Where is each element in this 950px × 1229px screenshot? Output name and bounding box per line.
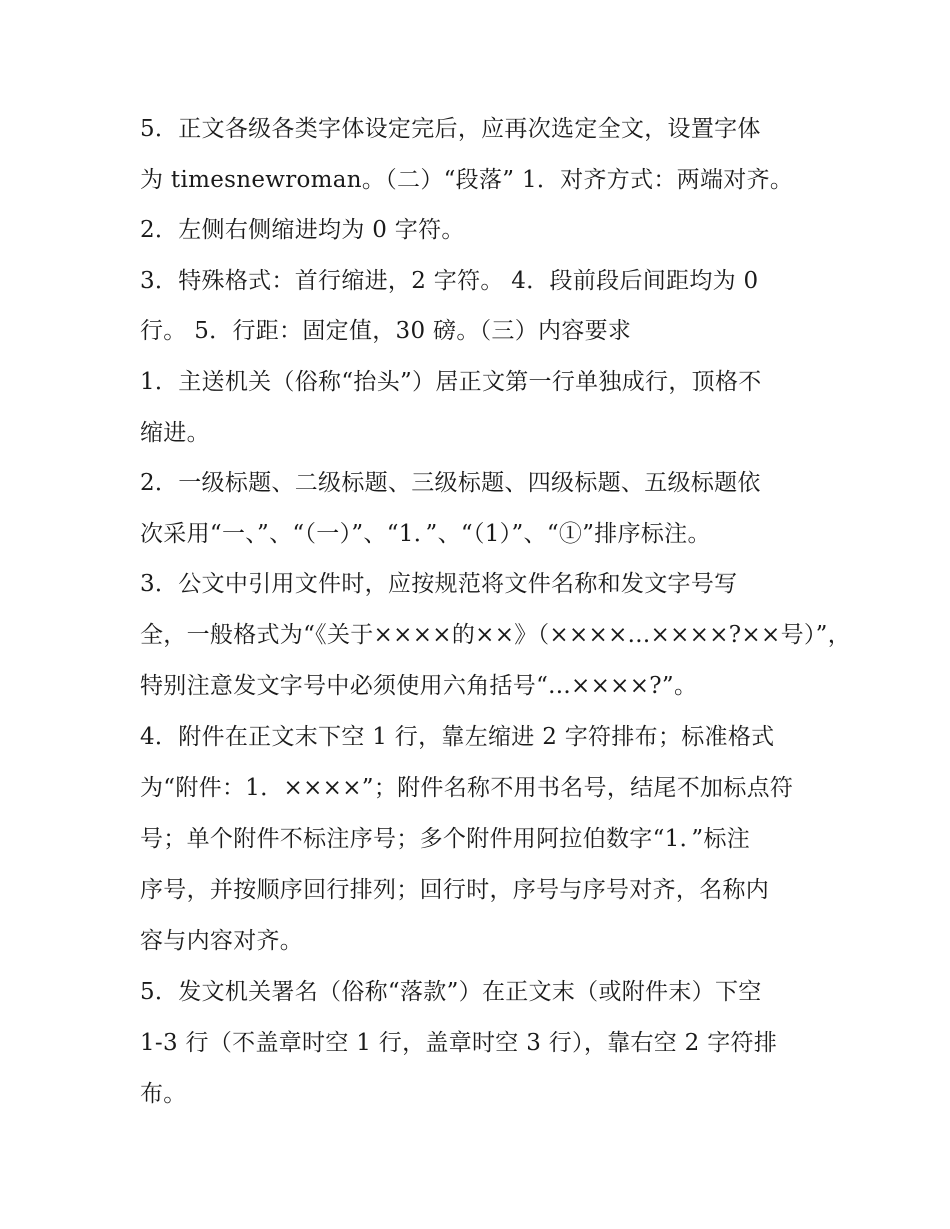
text-line: 3．公文中引用文件时，应按规范将文件名称和发文字号写 xyxy=(140,571,738,597)
text-line: 号；单个附件不标注序号；多个附件用阿拉伯数字“1．”标注 xyxy=(140,826,751,852)
text-line: 2．一级标题、二级标题、三级标题、四级标题、五级标题依 xyxy=(140,470,761,496)
text-line: 为“附件：1．××××”；附件名称不用书名号，结尾不加标点符 xyxy=(140,775,794,801)
text-line: 行。 5．行距：固定值，30 磅。（三）内容要求 xyxy=(140,318,632,344)
text-line: 缩进。 xyxy=(140,420,210,446)
text-line: 布。 xyxy=(140,1081,187,1107)
text-line: 次采用“一、”、“（一）”、“1．”、“（1）”、“①”排序标注。 xyxy=(140,521,711,547)
text-line: 序号，并按顺序回行排列；回行时，序号与序号对齐，名称内 xyxy=(140,877,770,903)
text-line: 为 timesnewroman。（二）“段落” 1．对齐方式：两端对齐。 xyxy=(140,167,794,193)
text-line: 1-3 行（不盖章时空 1 行，盖章时空 3 行），靠右空 2 字符排 xyxy=(140,1030,778,1056)
text-line: 特别注意发文字号中必须使用六角括号“...××××?”。 xyxy=(140,673,698,699)
text-line: 2．左侧右侧缩进均为 0 字符。 xyxy=(140,217,465,243)
text-line: 全，一般格式为“《关于××××的××》（××××...××××?××号）”， xyxy=(140,622,852,648)
text-line: 4．附件在正文末下空 1 行，靠左缩进 2 字符排布；标准格式 xyxy=(140,724,775,750)
text-line: 容与内容对齐。 xyxy=(140,928,304,954)
text-line: 1．主送机关（俗称“抬头”）居正文第一行单独成行，顶格不 xyxy=(140,369,762,395)
text-line: 3．特殊格式：首行缩进，2 字符。 4．段前段后间距均为 0 xyxy=(140,268,759,294)
text-line: 5．正文各级各类字体设定完后，应再次选定全文，设置字体 xyxy=(140,116,761,142)
text-line: 5．发文机关署名（俗称“落款”）在正文末（或附件末）下空 xyxy=(140,979,762,1005)
